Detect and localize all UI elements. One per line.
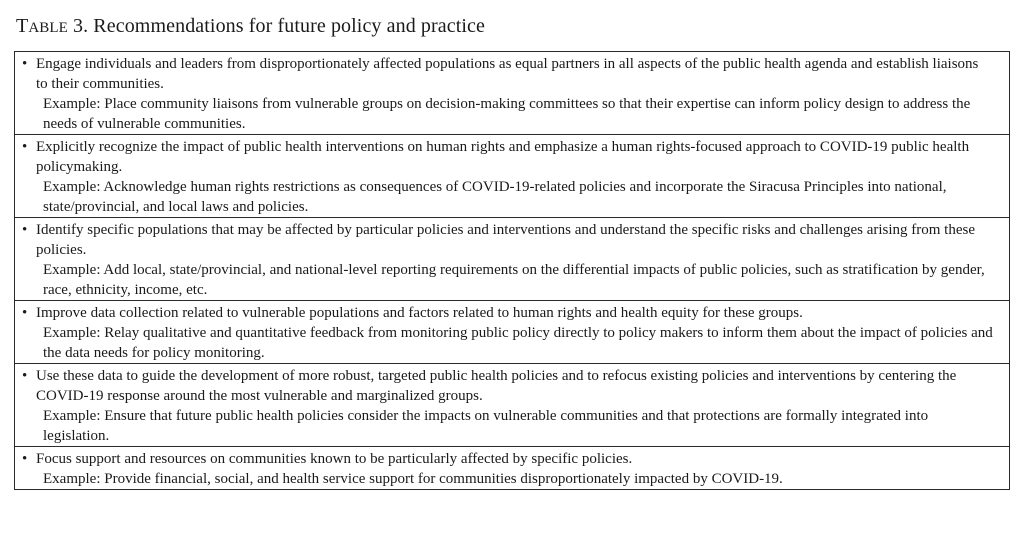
table-title-text: 3. Recommendations for future policy and practice — [67, 15, 485, 37]
bullet-icon: • — [22, 222, 28, 238]
example-text: Example: Relay qualitative and quantitative feedback from monitoring public policy directly to policy makers to inform them about the impact of policies and the data needs for policy monitoring. — [43, 325, 993, 361]
recommendation-cell — [15, 366, 993, 406]
recommendation-text: Improve data collection related to vulnerable populations and factors related to human rights and health equity for these groups. — [36, 305, 803, 321]
recommendations-table — [14, 51, 1010, 490]
table-row — [15, 134, 1009, 217]
recommendation-text: Identify specific populations that may be affected by particular policies and interventions and understand the specific risks and challenges arising from these policies. — [36, 222, 976, 258]
recommendation-text: Explicitly recognize the impact of public health interventions on human rights and emphasize a human rights-focused approach to COVID-19 public health policymaking. — [36, 139, 970, 175]
example-text: Example: Provide financial, social, and health service support for communities disproportionately impacted by COVID-19. — [43, 471, 783, 487]
example-text: Example: Acknowledge human rights restrictions as consequences of COVID-19-related policies and incorporate the Siracusa Principles into national, state/provincial, and local laws and policies. — [43, 179, 947, 215]
table-title-prefix-rest: ABLE — [28, 20, 68, 36]
recommendation-cell — [15, 303, 993, 323]
table-title — [16, 14, 485, 40]
bullet-icon: • — [22, 305, 28, 321]
table-row — [15, 300, 1009, 363]
recommendation-cell — [15, 54, 993, 94]
bullet-icon: • — [22, 368, 28, 384]
recommendation-cell — [15, 220, 993, 260]
recommendation-cell — [15, 449, 993, 469]
recommendation-cell — [15, 137, 993, 177]
table-row — [15, 446, 1009, 489]
recommendation-text: Engage individuals and leaders from disproportionately affected populations as equal partners in all aspects of the public health agenda and establish liaisons to their communities. — [36, 56, 979, 92]
example-text: Example: Place community liaisons from vulnerable groups on decision-making committees so that their expertise can inform policy design to address the needs of vulnerable communities. — [43, 96, 971, 132]
bullet-icon: • — [22, 139, 28, 155]
recommendation-text: Focus support and resources on communities known to be particularly affected by specific policies. — [36, 451, 633, 467]
bullet-icon: • — [22, 451, 28, 467]
example-text: Example: Add local, state/provincial, and national-level reporting requirements on the differential impacts of public policies, such as stratification by gender, race, ethnicity, income, etc. — [43, 262, 985, 298]
table-row — [15, 363, 1009, 446]
example-text: Example: Ensure that future public health policies consider the impacts on vulnerable communities and that protections are formally integrated into legislation. — [43, 408, 929, 444]
table-title-prefix-first: T — [16, 15, 29, 37]
table-row — [15, 52, 1009, 134]
table-row — [15, 217, 1009, 300]
recommendation-text: Use these data to guide the development of more robust, targeted public health policies and to refocus existing policies and interventions by centering the COVID-19 response around the most vulnerable and marginalized groups. — [36, 368, 957, 404]
bullet-icon: • — [22, 56, 28, 72]
